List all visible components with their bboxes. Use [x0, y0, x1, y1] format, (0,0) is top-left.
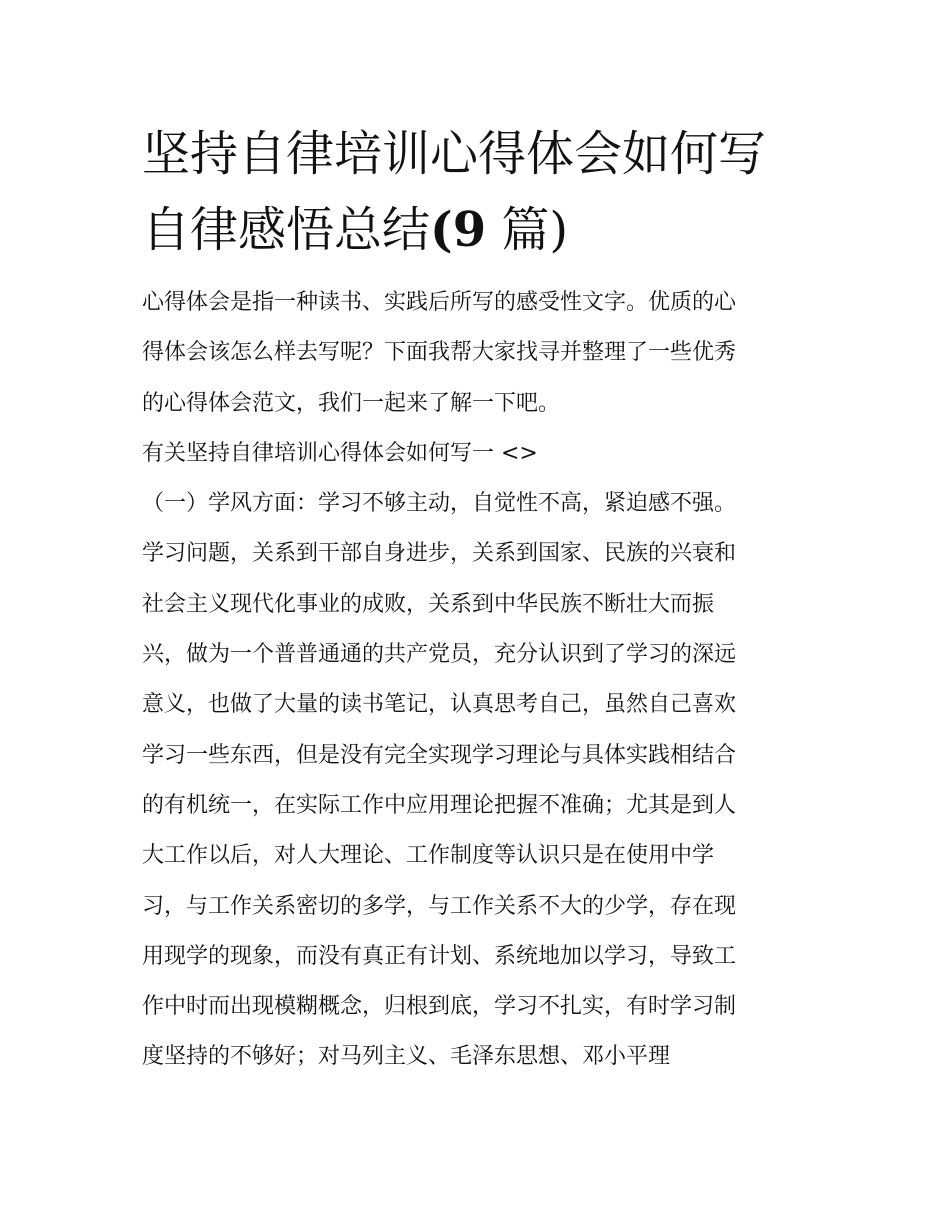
intro-line: 心得体会是指一种读书、实践后所写的感受性文字。优质的心 — [142, 290, 737, 315]
paragraph-line: 习，与工作关系密切的多学，与工作关系不大的少学，存在现 — [142, 893, 737, 919]
paragraph-line: 度坚持的不够好；对马列主义、毛泽东思想、邓小平理 — [142, 1044, 671, 1070]
section-heading: 有关坚持自律培训心得体会如何写一 <> — [142, 440, 538, 466]
title-line-2-number: (9 — [430, 202, 487, 258]
paragraph-line: 意义，也做了大量的读书笔记，认真思考自己，虽然自己喜欢 — [142, 692, 737, 718]
paragraph-line: 用现学的现象，而没有真正有计划、系统地加以学习，导致工 — [142, 943, 737, 969]
title-line-2-end: 篇) — [486, 202, 569, 258]
body-text — [142, 278, 822, 1083]
paragraph-line: 社会主义现代化事业的成败，关系到中华民族不断壮大而振 — [142, 591, 715, 617]
intro-line: 得体会该怎么样去写呢？下面我帮大家找寻并整理了一些优秀 — [142, 340, 737, 366]
paragraph-line: 作中时而出现模糊概念，归根到底，学习不扎实，有时学习制 — [142, 994, 737, 1020]
paragraph-line: 大工作以后，对人大理论、工作制度等认识只是在使用中学 — [142, 843, 715, 869]
paragraph-line: （一）学风方面：学习不够主动，自觉性不高，紧迫感不强。 — [142, 491, 737, 517]
paragraph-line: 学习一些东西，但是没有完全实现学习理论与具体实践相结合 — [142, 742, 737, 768]
title-line-2-text: 自律感悟总结 — [142, 202, 431, 258]
intro-line: 的心得体会范文，我们一起来了解一下吧。 — [142, 390, 561, 416]
paragraph-line: 的有机统一，在实际工作中应用理论把握不准确；尤其是到人 — [142, 792, 737, 818]
title-line-1: 坚持自律培训心得体会如何写 — [142, 126, 767, 182]
document-title — [142, 116, 822, 268]
paragraph-line: 兴，做为一个普普通通的共产党员，充分认识到了学习的深远 — [142, 642, 737, 668]
paragraph-line: 学习问题，关系到干部自身进步，关系到国家、民族的兴衰和 — [142, 541, 737, 567]
title-line-2 — [142, 192, 822, 268]
